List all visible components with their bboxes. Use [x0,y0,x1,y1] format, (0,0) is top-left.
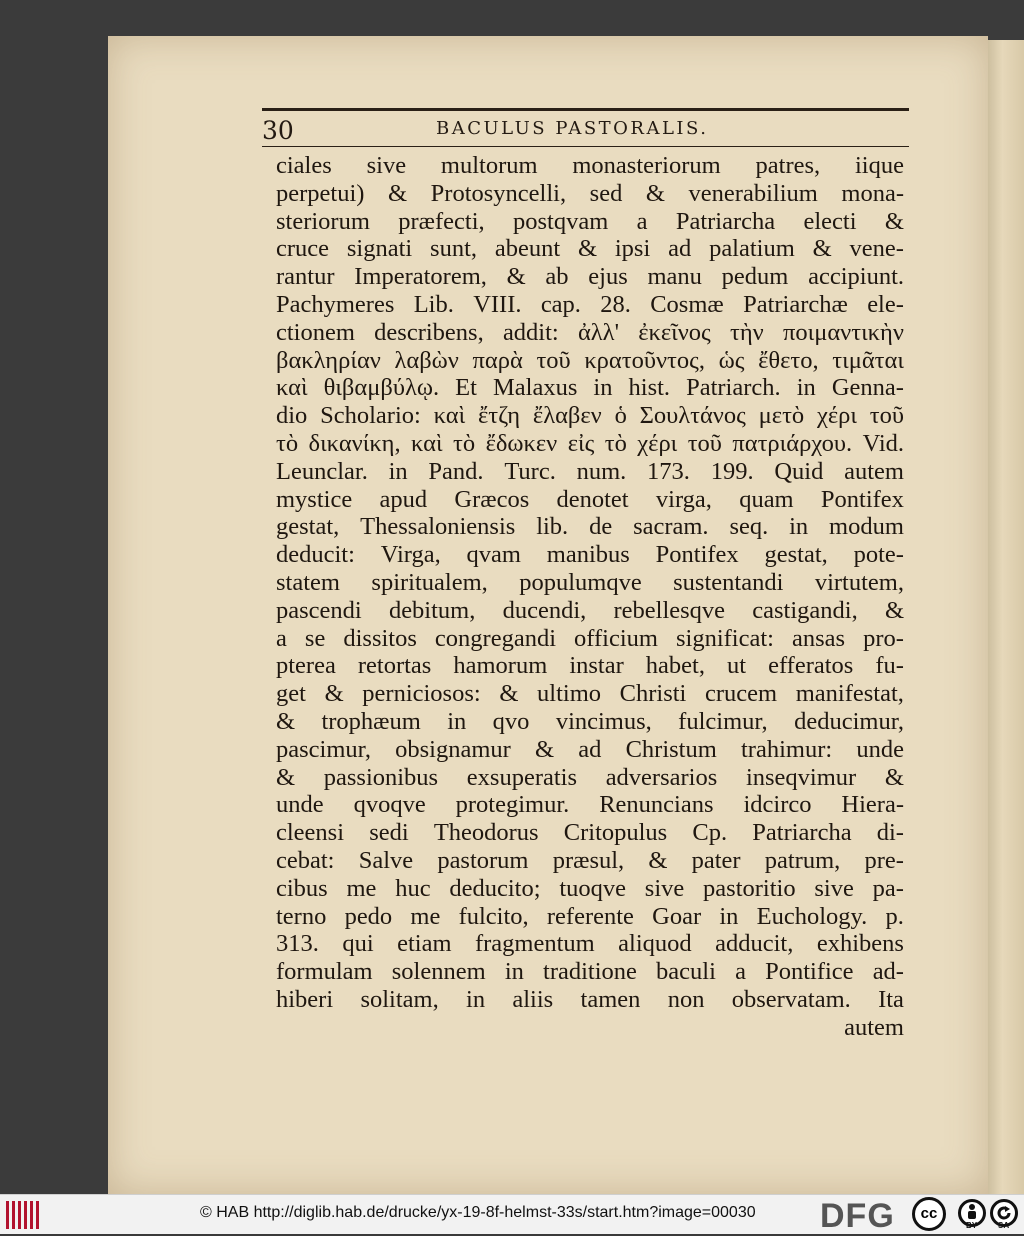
word: congregandi [434,624,557,652]
running-head: BACULUS PASTORALIS. [436,118,709,139]
word: Euchology. [756,902,868,930]
word: unde [856,735,904,763]
word: ποιμαντικὴν [782,318,904,346]
word: instar [569,652,624,680]
word: Malaxus [492,374,578,402]
word: efferatos [768,652,854,680]
word: μετὸ [758,402,805,430]
word: Lib. [413,290,454,318]
word: ὡς [718,346,745,374]
word: inseqvimur [745,763,857,791]
word: steriorum [276,207,370,235]
word: significat: [676,624,774,652]
word: ab [545,263,569,291]
word: aliis [512,985,554,1013]
word: καὶ [411,429,443,457]
word: tamen [580,985,641,1013]
text-line [276,263,904,291]
text-line [276,875,904,903]
word: mona- [841,179,904,207]
word: Protosyncelli, [430,179,567,207]
word: Patriarcha [675,207,776,235]
word: fragmentum [474,930,595,958]
text-line [276,208,904,236]
word: addit: [502,318,559,346]
word: ἐκεῖνος [638,318,711,346]
text-line [276,180,904,208]
word: ἀλλ' [577,318,619,346]
word: manibus [546,541,630,569]
word: se [304,624,326,652]
word: τιμᾶται [832,346,904,374]
word: passionibus [323,763,439,791]
text-line [276,903,904,931]
text-line [276,625,904,653]
text-line [276,958,904,986]
word: accipiunt. [808,263,904,291]
word: apud [379,485,428,513]
word: πατριάρχου. [732,429,853,457]
word: cruce [276,235,330,263]
word: pascendi [276,596,362,624]
word: unde [276,791,324,819]
text-line [276,819,904,847]
word: ἔτζη [477,402,521,430]
word: manu [647,263,702,291]
word: crucem [705,680,778,708]
word: Patriarch. [686,374,781,402]
word: Pontifex [820,485,904,513]
word: 313. [276,930,319,958]
word: ἔθετο, [758,346,819,374]
word: & [535,735,555,763]
word: δικανίκη, [308,429,401,457]
adjacent-page-edge [988,40,1024,1194]
text-line [276,847,904,875]
word: pastoritio [703,874,796,902]
word: Quid [774,457,824,485]
word: ejus [588,263,628,291]
word: pro- [863,624,904,652]
word: ad [578,735,602,763]
word: pastorum [437,846,529,874]
word: fu- [875,652,904,680]
word: χέρι [816,402,857,430]
word: ansas [792,624,846,652]
creative-commons-icon[interactable]: cc [912,1197,946,1231]
word: & [884,763,904,791]
word: formulam [276,958,373,986]
text-line [276,430,904,458]
word: baculi [656,958,716,986]
word: in [719,902,739,930]
word: quam [739,485,794,513]
text-line [276,541,904,569]
word: καὶ [433,402,466,430]
word: vincimus, [555,707,652,735]
word: get [276,680,306,708]
word: in [593,374,613,402]
word: deducimur, [794,707,904,735]
word: ὁ [614,402,627,430]
word: ele- [867,290,904,318]
word: sacram. [633,513,709,541]
text-line [276,291,904,319]
word: Hiera- [841,791,904,819]
word: ad [668,235,692,263]
word: 28. [600,290,631,318]
word: Σουλτάνος [639,402,746,430]
word: βακληρίαν [276,346,381,374]
word: pedo [344,902,393,930]
word: pater [691,846,741,874]
word: τοῦ [869,402,904,430]
word: tuoqve [559,874,627,902]
word: perpetui) [276,179,365,207]
word: in [504,958,524,986]
word: vene- [849,235,904,263]
word: debitum, [388,596,476,624]
word: adversarios [605,763,718,791]
word: in [789,513,809,541]
word: palatium [709,235,795,263]
word: Pontifex [655,541,739,569]
word: ultimo [537,680,602,708]
word: præfecti, [398,207,485,235]
word: manifestat, [795,680,904,708]
word: autem [844,457,904,485]
text-line [276,597,904,625]
word: hist. [628,374,671,402]
word: non [667,985,705,1013]
word: exsuperatis [466,763,577,791]
word: perniciosos: [362,680,481,708]
citation-link[interactable]: © HAB http://diglib.hab.de/drucke/yx-19-8f-helmst-33s/start.htm?image=00030 [200,1204,756,1221]
word: hiberi [276,985,334,1013]
word: sustentandi [673,568,784,596]
word: Goar [652,902,702,930]
word: Pontifice [765,958,854,986]
word: sedi [369,819,409,847]
word: statem [276,568,340,596]
word: 173. [647,457,690,485]
word: virga, [655,485,712,513]
word: & [648,846,668,874]
viewer-footer [0,1194,1024,1234]
dfg-logo-icon[interactable]: DFG [820,1197,895,1235]
text-line [276,680,904,708]
word: retortas [357,652,432,680]
text-line [276,458,904,486]
word: qvam [466,541,521,569]
word: patres, [755,152,821,179]
word: ducendi, [502,596,587,624]
word: sive [366,152,407,179]
word: denotet [556,485,629,513]
word: trahimur: [740,735,833,763]
word: etiam [397,930,452,958]
word: trophæum [321,707,421,735]
word: ctionem [276,318,355,346]
word: monasteriorum [572,152,721,179]
by-label: BY [966,1221,978,1230]
page-number: 30 [262,116,294,145]
text-line [276,569,904,597]
word: postqvam [513,207,609,235]
word: Theodorus [433,819,539,847]
text-line [276,402,904,430]
word: pote- [853,541,904,569]
word: Scholario: [320,402,421,430]
word: qui [342,930,374,958]
text-line [276,652,904,680]
word: venerabilium [688,179,818,207]
text-line [276,736,904,764]
word: dio [276,402,308,430]
word: sive [814,874,854,902]
word: Et [455,374,477,402]
text-line [276,374,904,402]
word: VIII. [473,290,522,318]
word: ἔλαβεν [532,402,602,430]
word: ad- [872,958,904,986]
word: in [388,457,408,485]
word: Ita [878,985,904,1013]
word: a [276,624,287,652]
word: qvo [492,707,530,735]
word: Genna- [831,374,904,402]
word: adducit, [715,930,794,958]
word: cebat: [276,846,335,874]
word: τὸ [604,429,627,457]
word: in [447,707,467,735]
word: καὶ [276,374,308,402]
word: & [276,763,296,791]
word: παρὰ [472,346,523,374]
word: Græcos [454,485,530,513]
word: solitam, [360,985,439,1013]
word: a [735,958,746,986]
word: κρατοῦντος, [584,346,705,374]
word: & [324,680,344,708]
word: gestat, [764,541,828,569]
word: Cosmæ [650,290,724,318]
word: Critopulus [563,819,668,847]
text-line [276,930,904,958]
text-line [276,791,904,819]
word: sunt, [430,235,478,263]
word: deducito; [449,874,541,902]
word: referente [546,902,634,930]
word: seq. [729,513,769,541]
word: cleensi [276,819,345,847]
word: officium [574,624,658,652]
word: Leunclar. [276,457,368,485]
word: τοῦ [536,346,571,374]
word: fulcito, [458,902,529,930]
word: protegimur. [455,791,570,819]
word: rebellesqve [613,596,726,624]
catchword: autem [844,1013,904,1041]
word: idcirco [743,791,812,819]
word: εἰς [567,429,595,457]
word: signati [346,235,413,263]
word: Thessaloniensis [360,513,516,541]
word: sed [589,179,623,207]
word: exhibens [816,930,904,958]
word: dissitos [343,624,417,652]
word: & [499,680,519,708]
word: pascimur, [276,735,371,763]
word: ἔδωκεν [485,429,558,457]
text-line [276,152,904,180]
word: cibus [276,874,328,902]
word: iique [854,152,904,179]
body-text [276,152,904,1042]
word: habet, [645,652,705,680]
word: & [577,235,598,263]
text-line [276,708,904,736]
word: Pachymeres [276,290,395,318]
word: Salve [358,846,414,874]
word: me [346,874,377,902]
word: castigandi, [752,596,858,624]
text-line [276,513,904,541]
word: in [466,985,486,1013]
word: modum [829,513,904,541]
word: mystice [276,485,353,513]
text-line [276,319,904,347]
word: terno [276,902,327,930]
word: deducit: [276,541,355,569]
word: λαβὼν [394,346,459,374]
word: & [276,707,296,735]
word: & [506,263,526,291]
word: gestat, [276,513,340,541]
sa-label: SA [998,1221,1010,1230]
word: & [812,235,832,263]
word: describens, [374,318,484,346]
word: τοῦ [687,429,722,457]
word: Pand. [428,457,484,485]
word: θιβαμβύλῳ. [323,374,440,402]
word: hamorum [453,652,548,680]
word: & [884,596,904,624]
word: pa- [872,874,904,902]
header-rule-top [262,108,909,111]
word: virtutem, [814,568,904,596]
text-line [276,235,904,263]
word: ciales [276,152,332,179]
hab-barcode-logo-icon[interactable] [6,1201,42,1229]
word: de [589,513,613,541]
word: in [796,374,816,402]
word: χέρι [637,429,678,457]
word: patrum, [764,846,841,874]
word: & [645,179,665,207]
word: τὴν [730,318,764,346]
word: pterea [276,652,336,680]
word: observatam. [731,985,851,1013]
word: ut [727,652,747,680]
word: obsignamur [395,735,511,763]
word: me [410,902,441,930]
word: Christi [619,680,687,708]
word: electi [803,207,857,235]
word: a [636,207,648,235]
word: ipsi [614,235,651,263]
word: Christum [625,735,717,763]
word: solennem [391,958,486,986]
word: num. [576,457,627,485]
word: pedum [721,263,789,291]
word: traditione [543,958,637,986]
word: & [884,207,904,235]
word: 199. [710,457,754,485]
word: qvoqve [353,791,426,819]
text-line [276,486,904,514]
word: huc [395,874,431,902]
word: multorum [440,152,538,179]
text-line [276,764,904,792]
header-rule-bottom [262,146,909,147]
word: Vid. [862,429,904,457]
word: fulcimur, [678,707,768,735]
word: & [388,179,408,207]
word: Patriarchæ [743,290,848,318]
word: Turc. [504,457,556,485]
word: sive [644,874,685,902]
word: Imperatorem, [354,263,487,291]
word: p. [885,902,904,930]
word: Cp. [692,819,728,847]
word: populumqve [519,568,642,596]
word: Patriarcha [752,819,852,847]
word: Virga, [380,541,441,569]
word: rantur [276,263,335,291]
word: præsul, [552,846,625,874]
text-line [276,986,904,1014]
word: Renuncians [599,791,714,819]
word: τὸ [453,429,476,457]
word: spiritualem, [371,568,488,596]
word: lib. [536,513,569,541]
word: abeunt [494,235,561,263]
word: aliquod [618,930,692,958]
word: τὸ [276,429,299,457]
word: cap. [540,290,581,318]
word: pre- [864,846,904,874]
word: di- [876,819,904,847]
text-line [276,347,904,375]
